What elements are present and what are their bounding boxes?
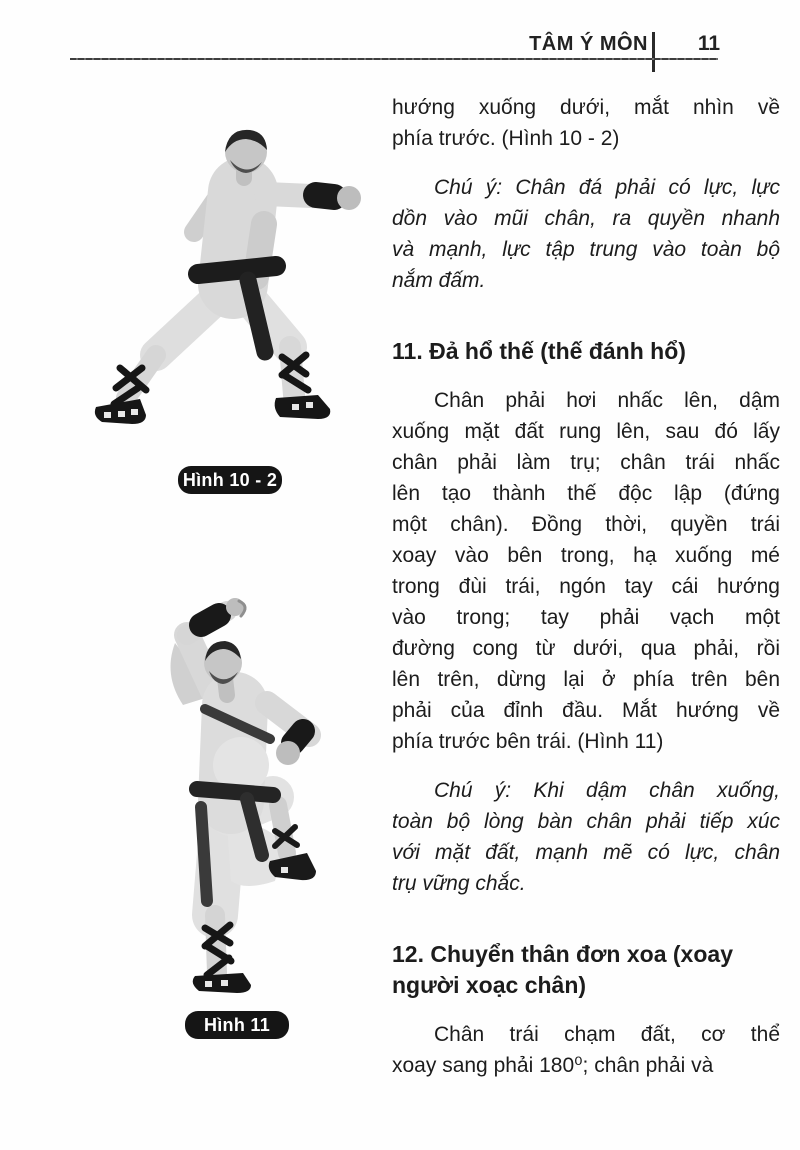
figure-caption-badge: Hình 11 [185, 1011, 289, 1039]
header-divider-bar [652, 32, 655, 72]
paragraph-continuation: hướng xuống dưới, mắt nhìn về phía trước. (Hình 10 - 2) [392, 96, 780, 150]
section-paragraph-11: Chân phải hơi nhấc lên, dậm xuống mặt đất rung lên, sau đó lấy chân phải làm trụ; chân trái nhấc lên tạo thành thế độc lập (đứng một chân). Đồng thời, quyền trái xoay vào bên trong, hạ xuống mé trong đùi trái, ngón tay cái hướng vào trong; tay phải vạch một đường cong từ dưới, qua phải, rồi lên trên, dừng lại ở phía trên bên phải của đỉnh đầu. Mắt hướng về phía trước bên trái. (Hình 11) [392, 389, 780, 753]
martial-pose-one-leg-photo [135, 583, 373, 1003]
figure-caption-badge: Hình 10 - 2 [178, 466, 282, 494]
figure-hinh-11 [135, 583, 373, 1053]
running-head-title: TÂM Ý MÔN [529, 33, 648, 55]
note-paragraph-2: Chú ý: Khi dậm chân xuống, toàn bộ lòng bàn chân phải tiếp xúc với mặt đất, mạnh mẽ có lực, chân trụ vững chắc. [392, 779, 780, 895]
figure-hinh-10-2 [78, 112, 368, 512]
martial-pose-punch-photo [78, 112, 368, 457]
body-text-column [392, 92, 780, 1099]
note-paragraph-1: Chú ý: Chân đá phải có lực, lực dồn vào mũi chân, ra quyền nhanh và mạnh, lực tập trung vào toàn bộ nắm đấm. [392, 176, 780, 292]
header-rule [70, 58, 718, 60]
section-paragraph-12: Chân trái chạm đất, cơ thể xoay sang phải 180⁰; chân phải và [392, 1023, 780, 1077]
page-number: 11 [697, 32, 721, 55]
section-heading-11: 11. Đả hổ thế (thế đánh hổ) [392, 338, 686, 364]
section-heading-12: 12. Chuyển thân đơn xoa (xoay người xoạc chân) [392, 941, 733, 998]
